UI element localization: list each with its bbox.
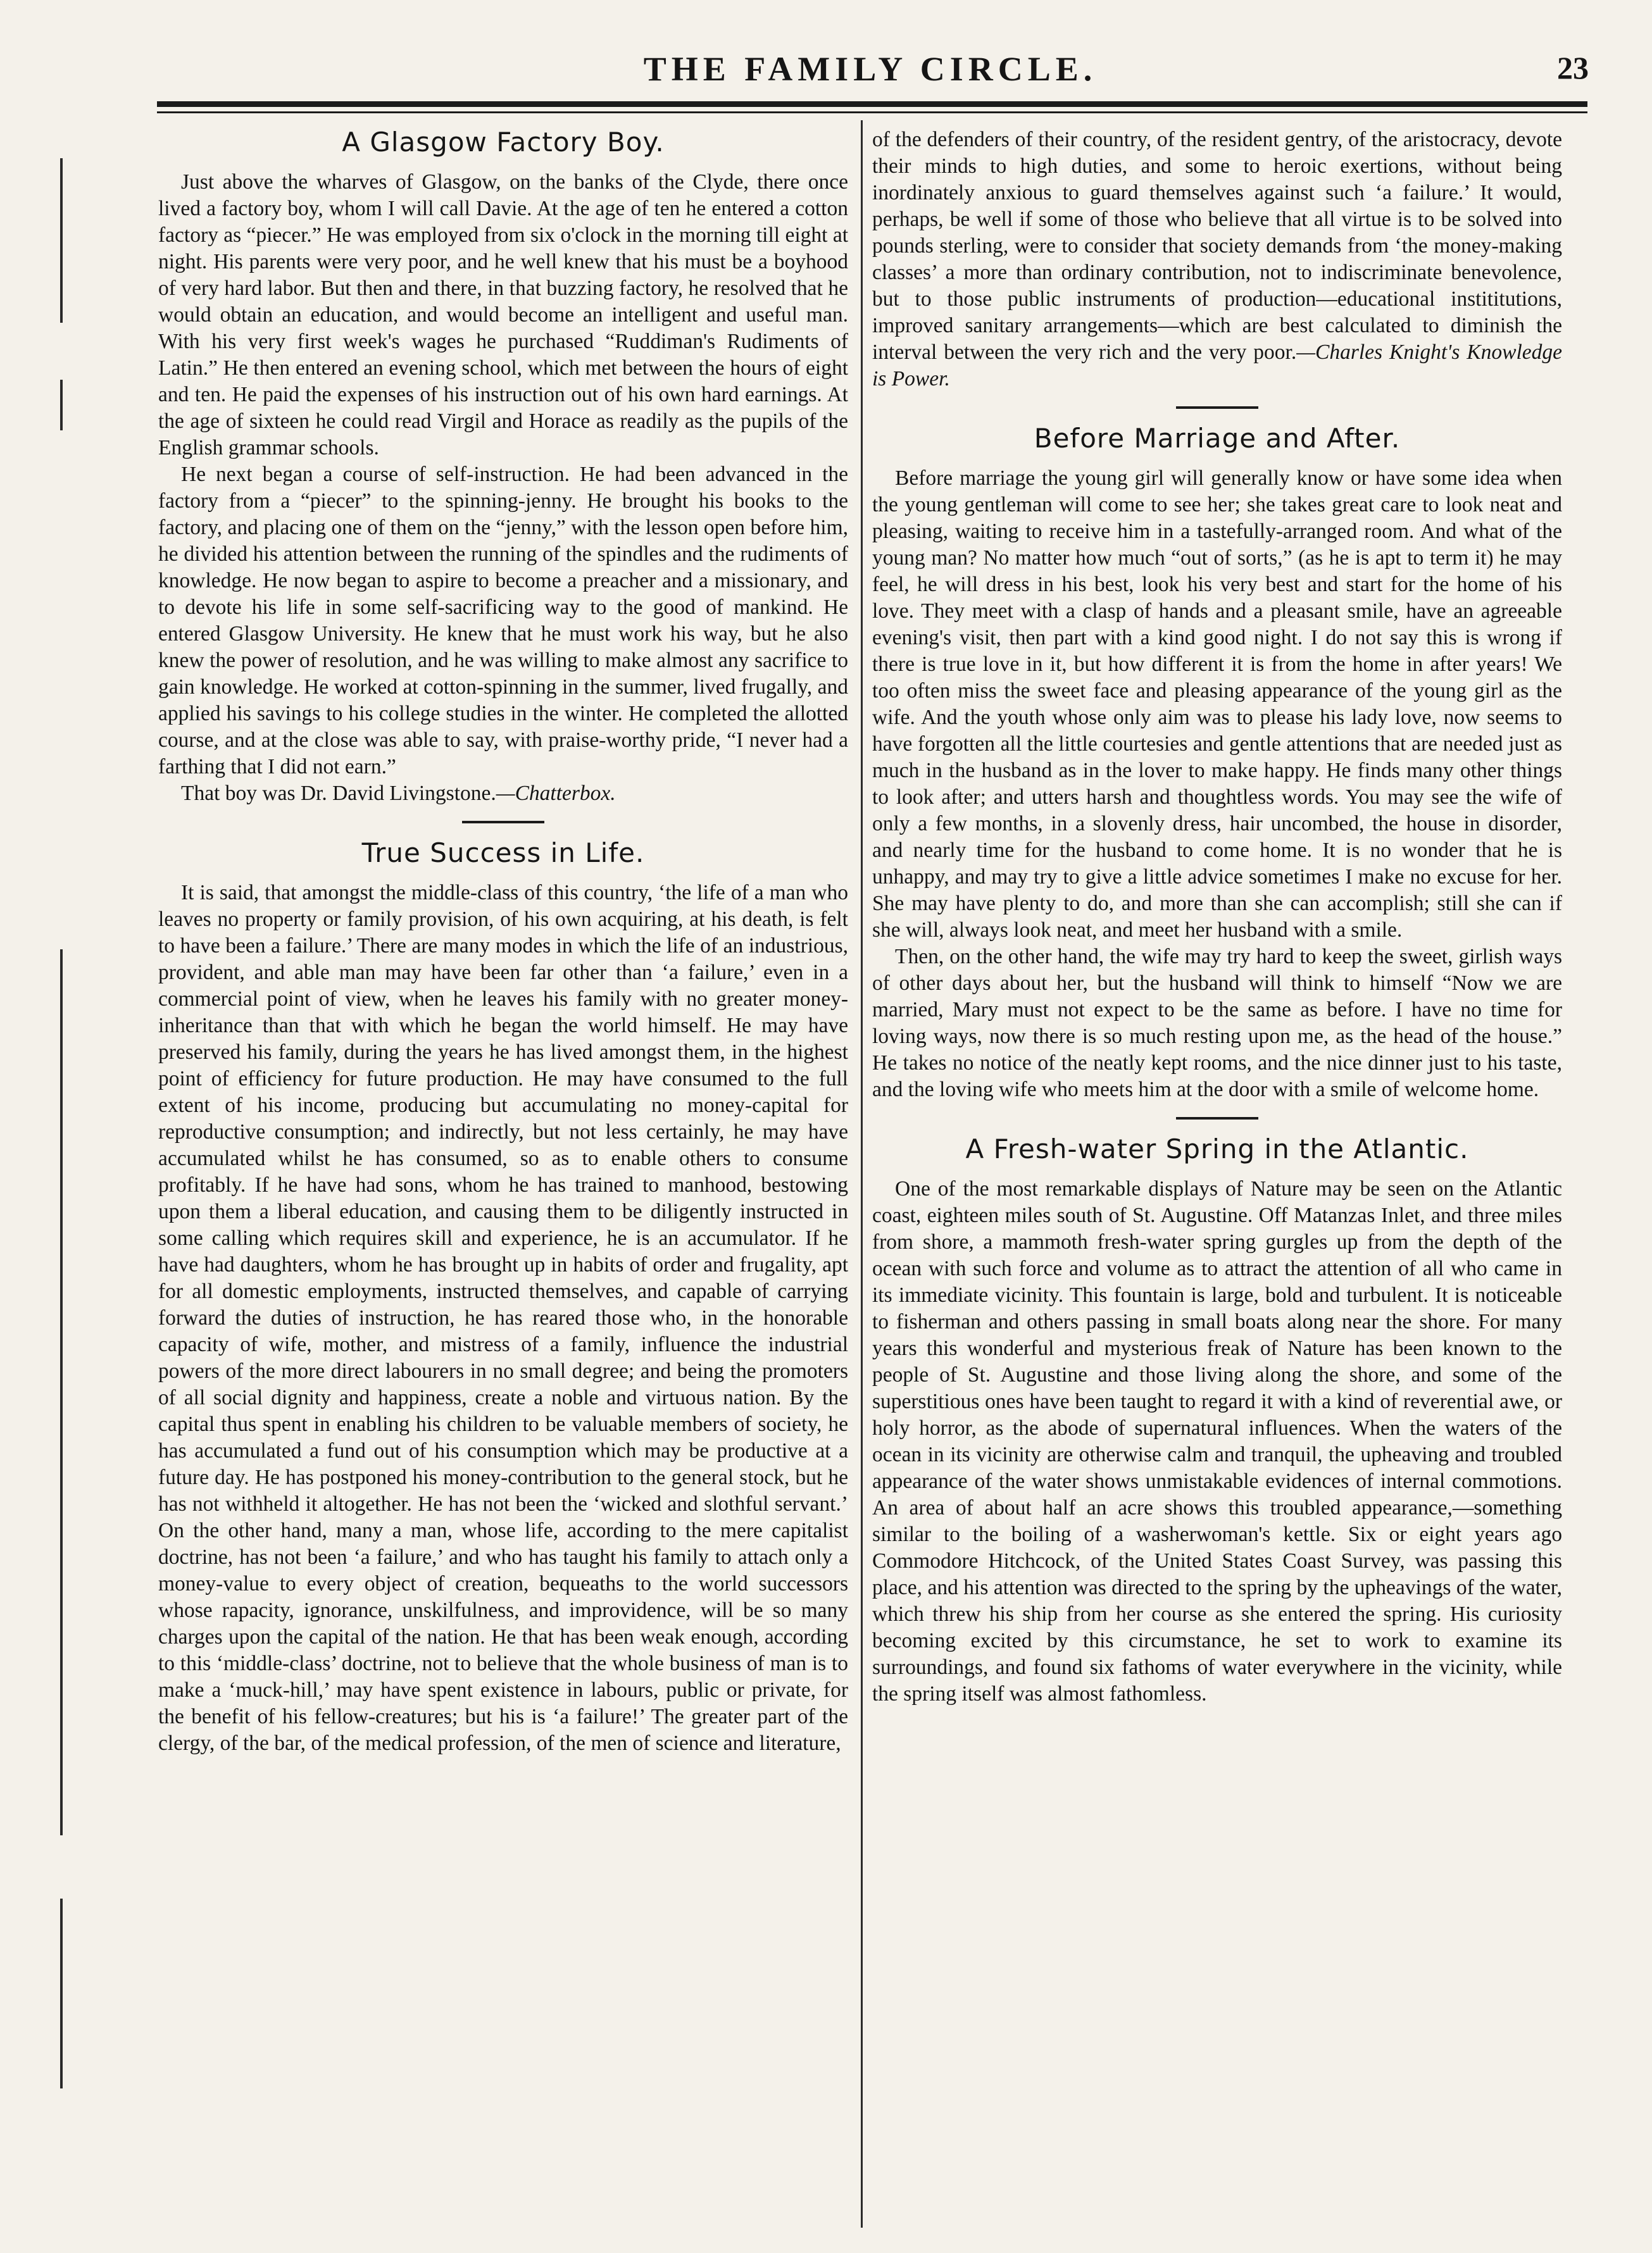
paragraph-closing <box>158 780 848 807</box>
column-divider <box>861 120 863 2228</box>
article-true-success <box>158 837 848 1757</box>
margin-mark <box>60 380 63 430</box>
paragraph: It is said, that amongst the middle-class of this country, ‘the life of a man who leaves no property or family provision, of his own acquiring, at his death, is felt to have been a failure.’ There are many modes in which the life of an industrious, provident, and able man may have been far other than ‘a failure,’ even in a commercial point of view, when he leaves his family with no greater money-inheritance than that with which he began the world himself. He may have preserved his family, during the years he has lived amongst them, in the highest point of efficiency for future production. He may have consumed to the full extent of his income, producing but accumulating no money-capital for reproductive consumption; and indirectly, but not less certainly, he may have accumulated whilst he has consumed, so as to enable others to consume profitably. If he have had sons, whom he has trained to manhood, bestowing upon them a liberal education, and causing them to be diligently instructed in some calling which requires skill and experience, he is an accumulator. If he have had daughters, whom he has brought up in habits of order and frugality, apt for all domestic employments, instructed themselves, and capable of carrying forward the duties of instruction, he has reared those who, in the honorable capacity of wife, mother, and mistress of a family, influence the industrial powers of the more direct labourers in no small degree; and being the promoters of all social dignity and happiness, create a noble and virtuous nation. By the capital thus spent in enabling his children to be valuable members of society, he has accumulated a fund out of his consumption which may be productive at a future day. He has postponed his money-contribution to the general stock, but he has not withheld it altogether. He has not been the ‘wicked and slothful servant.’ On the other hand, many a man, whose life, according to the mere capitalist doctrine, has not been ‘a failure,’ and who has taught his family to attach only a money-value to every object of creation, bequeaths to the world successors whose rapacity, ignorance, unskilfulness, and improvidence, will be so many charges upon the capital of the nation. He that has been weak enough, according to this ‘middle-class’ doctrine, not to believe that the whole business of man is to make a ‘muck-hill,’ may have spent existence in labours, public or private, for the benefit of his fellow-creatures; but his is ‘a failure!’ The greater part of the clergy, of the bar, of the medical profession, of the men of science and literature, <box>158 881 848 1755</box>
continued-text: of the defenders of their country, of the resident gentry, of the aristocracy, devote their minds to high duties, and some to heroic exertions, without being inordinately anxious to guard themselves against such ‘a failure.’ It would, perhaps, be well if some of those who believe that all virtue is to be solved into pounds sterling, were to consider that society demands from ‘the money-making classes’ a more than ordinary contribution, not to indiscriminate benevolence, but to those public instruments of production—educational instititutions, improved sanitary arrangements—which are best calculated to diminish the interval between the very rich and the very poor. <box>872 128 1562 364</box>
paragraph: Just above the wharves of Glasgow, on the banks of the Clyde, there once lived a factory boy, whom I will call Davie. At the age of ten he entered a cotton factory as “piecer.” He was employed from six o'clock in the morning till eight at night. His parents were very poor, and he well knew that his must be a boyhood of very hard labor. But then and there, in that buzzing factory, he resolved that he would obtain an education, and would become an intelligent and useful man. With his very first week's wages he purchased “Ruddiman's Rudiments of Latin.” He then entered an evening school, which met between the hours of eight and ten. He paid the expenses of his instruction out of his own hard earnings. At the age of sixteen he could read Virgil and Horace as readily as the pupils of the English grammar schools. <box>158 170 848 459</box>
article-title: Before Marriage and After. <box>1034 423 1401 454</box>
article-glasgow-factory-boy <box>158 127 848 807</box>
article-separator <box>1176 1117 1258 1120</box>
page-number: 23 <box>1557 50 1589 85</box>
right-column <box>872 127 1562 2234</box>
article-title: A Glasgow Factory Boy. <box>342 127 665 158</box>
header-rule <box>157 101 1587 107</box>
article-true-success-continued <box>872 127 1562 392</box>
article-source: —Charles Knight's Knowledge is Power. <box>872 340 1562 390</box>
margin-mark <box>60 949 63 1835</box>
left-column <box>158 127 848 2234</box>
article-separator <box>1176 406 1258 409</box>
article-title: A Fresh-water Spring in the Atlantic. <box>965 1133 1469 1164</box>
paragraph: Then, on the other hand, the wife may try hard to keep the sweet, girlish ways of other days about her, but the husband will think to himself “Now we are married, Mary must not expect to be the same as before. I have no time for loving ways, now there is so much resting upon me, as the head of the house.” He takes no notice of the neatly kept rooms, and the nice dinner just to his taste, and the loving wife who meets him at the door with a smile of welcome home. <box>872 945 1562 1101</box>
article-separator <box>462 821 544 823</box>
running-title: THE FAMILY CIRCLE. <box>643 50 1098 88</box>
article-source: —Chatterbox. <box>496 782 616 805</box>
running-head <box>152 49 1589 106</box>
header-rule-thin <box>157 111 1587 113</box>
closing-line: That boy was Dr. David Livingstone. <box>181 782 496 805</box>
margin-mark <box>60 158 63 323</box>
article-before-marriage <box>872 423 1562 1103</box>
article-title: True Success in Life. <box>361 837 645 868</box>
article-fresh-water-spring <box>872 1133 1562 1707</box>
paragraph: He next began a course of self-instruction. He had been advanced in the factory from a “piecer” to the spinning-jenny. He brought his books to the factory, and placing one of them on the “jenny,” with the lesson open before him, he divided his attention between the running of the spindles and the rudiments of knowledge. He now began to aspire to become a preacher and a missionary, and to devote his life in some self-sacrificing way to the good of mankind. He entered Glasgow University. He knew that he must work his way, but he also knew the power of resolution, and he was willing to make almost any sacrifice to gain knowledge. He worked at cotton-spinning in the summer, lived frugally, and applied his savings to his college studies in the winter. He completed the allotted course, and at the close was able to say, with praise-worthy pride, “I never had a farthing that I did not earn.” <box>158 463 848 778</box>
margin-mark <box>60 1899 63 2088</box>
paragraph-continued <box>872 127 1562 392</box>
binding-margin <box>0 0 95 2253</box>
paragraph: One of the most remarkable displays of Nature may be seen on the Atlantic coast, eighteen miles south of St. Augustine. Off Matanzas Inlet, and three miles from shore, a mammoth fresh-water spring gurgles up from the depth of the ocean with such force and volume as to attract the attention of all who came in its immediate vicinity. This fountain is large, bold and turbulent. It is noticeable to fisherman and others passing in small boats along near the shore. For many years this wonderful and mysterious freak of Nature has been known to the people of St. Augustine and those living along the shore, and some of the superstitious ones have been taught to regard it with a kind of reverential awe, or holy horror, as the abode of supernatural influences. When the waters of the ocean in its vicinity are otherwise calm and tranquil, the upheaving and troubled appearance of the water shows unmistakable evidences of internal commotions. An area of about half an acre shows this troubled appearance,—something similar to the boiling of a washerwoman's kettle. Six or eight years ago Commodore Hitchcock, of the United States Coast Survey, was passing this place, and his attention was directed to the spring by the upheavings of the water, which threw his ship from her course as she entered the spring. His curiosity becoming excited by this circumstance, he set to work to examine its surroundings, and found six fathoms of water everywhere in the vicinity, while the spring itself was almost fathomless. <box>872 1177 1562 1706</box>
paragraph: Before marriage the young girl will generally know or have some idea when the young gentleman will come to see her; she takes great care to look neat and pleasing, waiting to receive him in a tastefully-arranged room. And what of the young man? No matter how much “out of sorts,” (as he is apt to term it) he may feel, he will dress in his best, look his very best and start for the home of his love. They meet with a clasp of hands and a pleasant smile, have an agreeable evening's visit, then part with a kind good night. I do not say this is wrong if there is true love in it, but how different it is from the home in after years! We too often miss the sweet face and pleasing appearance of the young girl as the wife. And the youth whose only aim was to please his lady love, now seems to have forgotten all the little courtesies and gentle attentions that are needed just as much in the husband as in the lover to make happy. He finds many other things to look after; and utters harsh and thoughtless words. You may see the wife of only a few months, in a slovenly dress, hair uncombed, the house in disorder, and nearly time for the husband to come home. It is no wonder that he is unhappy, and may try to give a little advice sometimes I make no excuse for her. She may have plenty to do, and more than she can accomplish; still she can if she will, always look neat, and meet her husband with a smile. <box>872 466 1562 942</box>
